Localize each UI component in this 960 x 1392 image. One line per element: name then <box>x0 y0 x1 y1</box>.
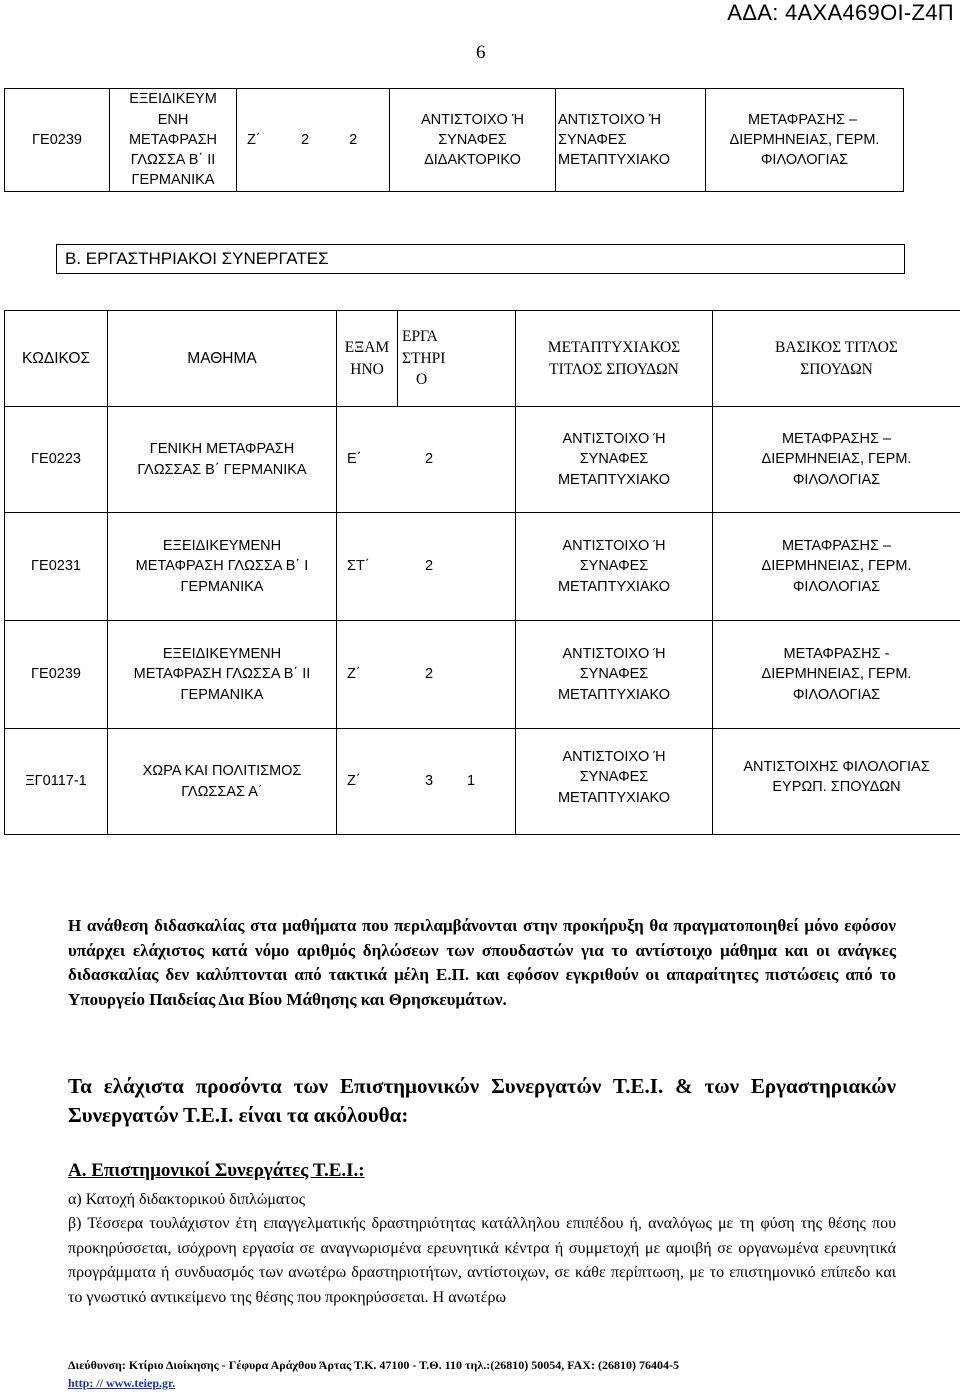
doctorate-requirement: ΑΝΤΙΣΤΟΙΧΟ Ή ΣΥΝΑΦΕΣ ΔΙΔΑΚΤΟΡΙΚΟ <box>390 89 556 192</box>
semester-hours: Ε΄ 2 <box>337 407 516 513</box>
table-row <box>5 513 960 621</box>
header-lab-hours: ΕΡΓΑ ΣΤΗΡΙ Ο <box>398 311 516 407</box>
basic-degree: ΜΕΤΑΦΡΑΣΗΣ – ΔΙΕΡΜΗΝΕΙΑΣ, ΓΕΡΜ. ΦΙΛΟΛΟΓΙΑΣ <box>706 89 904 192</box>
footer-website-link[interactable]: http: // www.teiep.gr. <box>68 1376 176 1390</box>
course-code: ΓΕ0231 <box>5 513 108 621</box>
basic-degree: ΑΝΤΙΣΤΟΙΧΗΣ ΦΙΛΟΛΟΓΙΑΣ ΕΥΡΩΠ. ΣΠΟΥΔΩΝ <box>713 729 960 835</box>
header-semester: ΕΞΑΜ ΗΝΟ <box>337 311 398 407</box>
lab-associates-table <box>4 310 960 835</box>
course-code: ΓΕ0239 <box>5 621 108 729</box>
header-basic-degree: ΒΑΣΙΚΟΣ ΤΙΤΛΟΣ ΣΠΟΥΔΩΝ <box>713 311 960 407</box>
course-name: ΓΕΝΙΚΗ ΜΕΤΑΦΡΑΣΗ ΓΛΩΣΣΑΣ Β΄ ΓΕΡΜΑΝΙΚΑ <box>108 407 337 513</box>
table-row <box>5 729 960 835</box>
qualifications-intro: Τα ελάχιστα προσόντα των Επιστημονικών Συνεργατών Τ.Ε.Ι. & των Εργαστηριακών Συνεργατών Τ.Ε.Ι. είναι τα ακόλουθα: <box>68 1074 896 1127</box>
postgrad-requirement: ΑΝΤΙΣΤΟΙΧΟ Ή ΣΥΝΑΦΕΣ ΜΕΤΑΠΤΥΧΙΑΚΟ <box>516 729 713 835</box>
postgrad-requirement: ΑΝΤΙΣΤΟΙΧΟ Ή ΣΥΝΑΦΕΣ ΜΕΤΑΠΤΥΧΙΑΚΟ <box>556 89 706 192</box>
course-name: ΕΞΕΙΔΙΚΕΥΜΕΝΗ ΜΕΤΑΦΡΑΣΗ ΓΛΩΣΣΑ Β΄ ΙΙ ΓΕΡΜΑΝΙΚΑ <box>108 621 337 729</box>
table-row <box>5 89 904 192</box>
table-header-row <box>5 311 960 407</box>
postgrad-requirement: ΑΝΤΙΣΤΟΙΧΟ Ή ΣΥΝΑΦΕΣ ΜΕΤΑΠΤΥΧΙΑΚΟ <box>516 621 713 729</box>
courses-table-top <box>4 88 904 192</box>
scientific-associates-heading: Α. Επιστημονικοί Συνεργάτες Τ.Ε.Ι.: <box>68 1160 365 1181</box>
course-name: ΧΩΡΑ ΚΑΙ ΠΟΛΙΤΙΣΜΟΣ ΓΛΩΣΣΑΣ Α΄ <box>108 729 337 835</box>
section-b-title: Β. ΕΡΓΑΣΤΗΡΙΑΚΟΙ ΣΥΝΕΡΓΑΤΕΣ <box>56 244 905 274</box>
semester-hours: ΣΤ΄ 2 <box>337 513 516 621</box>
semester-hours: Ζ΄ 3 1 <box>337 729 516 835</box>
course-code: ΓΕ0239 <box>5 89 110 192</box>
ada-identifier: ΑΔΑ: 4ΑΧΑ469ΟΙ-Ζ4Π <box>727 0 954 25</box>
footer <box>68 1356 679 1392</box>
basic-degree: ΜΕΤΑΦΡΑΣΗΣ – ΔΙΕΡΜΗΝΕΙΑΣ, ΓΕΡΜ. ΦΙΛΟΛΟΓΙΑΣ <box>713 407 960 513</box>
course-name: ΕΞΕΙΔΙΚΕΥΜ ΕΝΗ ΜΕΤΑΦΡΑΣΗ ΓΛΩΣΣΑ Β΄ ΙΙ ΓΕΡΜΑΝΙΚΑ <box>110 89 237 192</box>
course-name: ΕΞΕΙΔΙΚΕΥΜΕΝΗ ΜΕΤΑΦΡΑΣΗ ΓΛΩΣΣΑ Β΄ Ι ΓΕΡΜΑΝΙΚΑ <box>108 513 337 621</box>
semester-hours: Ζ΄ 2 <box>337 621 516 729</box>
qualification-b: β) Τέσσερα τουλάχιστον έτη επαγγελματικής δραστηριότητας κατάλληλου επιπέδου ή, αναλόγως με τη φύση της θέσης που προκηρύσσεται, ισόχρονη εργασία σε αναγνωρισμένα ερευνητικά κέντρα ή συμμετοχή με αμοιβή σε οργανωμένα ερευνητικά προγράμματα ή συνδυασμός των ανωτέρω δραστηριοτήτων, αντίστοιχων, σε κάθε περίπτωση, με το επιστημονικό επίπεδο και το γνωστικό αντικείμενο της θέσης που προκηρύσσεται. Η ανωτέρω <box>68 1215 896 1306</box>
page-number: 6 <box>476 42 486 63</box>
table-row <box>5 621 960 729</box>
basic-degree: ΜΕΤΑΦΡΑΣΗΣ - ΔΙΕΡΜΗΝΕΙΑΣ, ΓΕΡΜ. ΦΙΛΟΛΟΓΙΑΣ <box>713 621 960 729</box>
qualifications-list <box>68 1188 896 1310</box>
qualification-a: α) Κατοχή διδακτορικού διπλώματος <box>68 1191 306 1208</box>
course-code: ΞΓ0117-1 <box>5 729 108 835</box>
postgrad-requirement: ΑΝΤΙΣΤΟΙΧΟ Ή ΣΥΝΑΦΕΣ ΜΕΤΑΠΤΥΧΙΑΚΟ <box>516 513 713 621</box>
course-code: ΓΕ0223 <box>5 407 108 513</box>
postgrad-requirement: ΑΝΤΙΣΤΟΙΧΟ Ή ΣΥΝΑΦΕΣ ΜΕΤΑΠΤΥΧΙΑΚΟ <box>516 407 713 513</box>
table-row <box>5 407 960 513</box>
footer-address: Διεύθυνση: Κτίριο Διοίκησης - Γέφυρα Αράχθου Άρτας Τ.Κ. 47100 - Τ.Θ. 110 τηλ.:(26810) 50054, FAX: (26810) 76404-5 <box>68 1358 679 1372</box>
assignment-notice: Η ανάθεση διδασκαλίας στα μαθήματα που περιλαμβάνονται στην προκήρυξη θα πραγματοποιηθεί μόνο εφόσον υπάρχει ελάχιστος κατά νόμο αριθμός δηλώσεων των σπουδαστών για το αντίστοιχο μάθημα και οι ανάγκες διδασκαλίας δεν καλύπτονται από τακτικά μέλη Ε.Π. και εφόσον εγκριθούν οι απαραίτητες πιστώσεις από το Υπουργείο Παιδείας Δια Βίου Μάθησης και Θρησκευμάτων. <box>68 916 896 1009</box>
semester-hours: Ζ΄ 2 2 <box>237 89 390 192</box>
header-code: ΚΩΔΙΚΟΣ <box>5 311 108 407</box>
basic-degree: ΜΕΤΑΦΡΑΣΗΣ – ΔΙΕΡΜΗΝΕΙΑΣ, ΓΕΡΜ. ΦΙΛΟΛΟΓΙΑΣ <box>713 513 960 621</box>
header-postgrad: ΜΕΤΑΠΤΥΧΙΑΚΟΣ ΤΙΤΛΟΣ ΣΠΟΥΔΩΝ <box>516 311 713 407</box>
header-course: ΜΑΘΗΜΑ <box>108 311 337 407</box>
